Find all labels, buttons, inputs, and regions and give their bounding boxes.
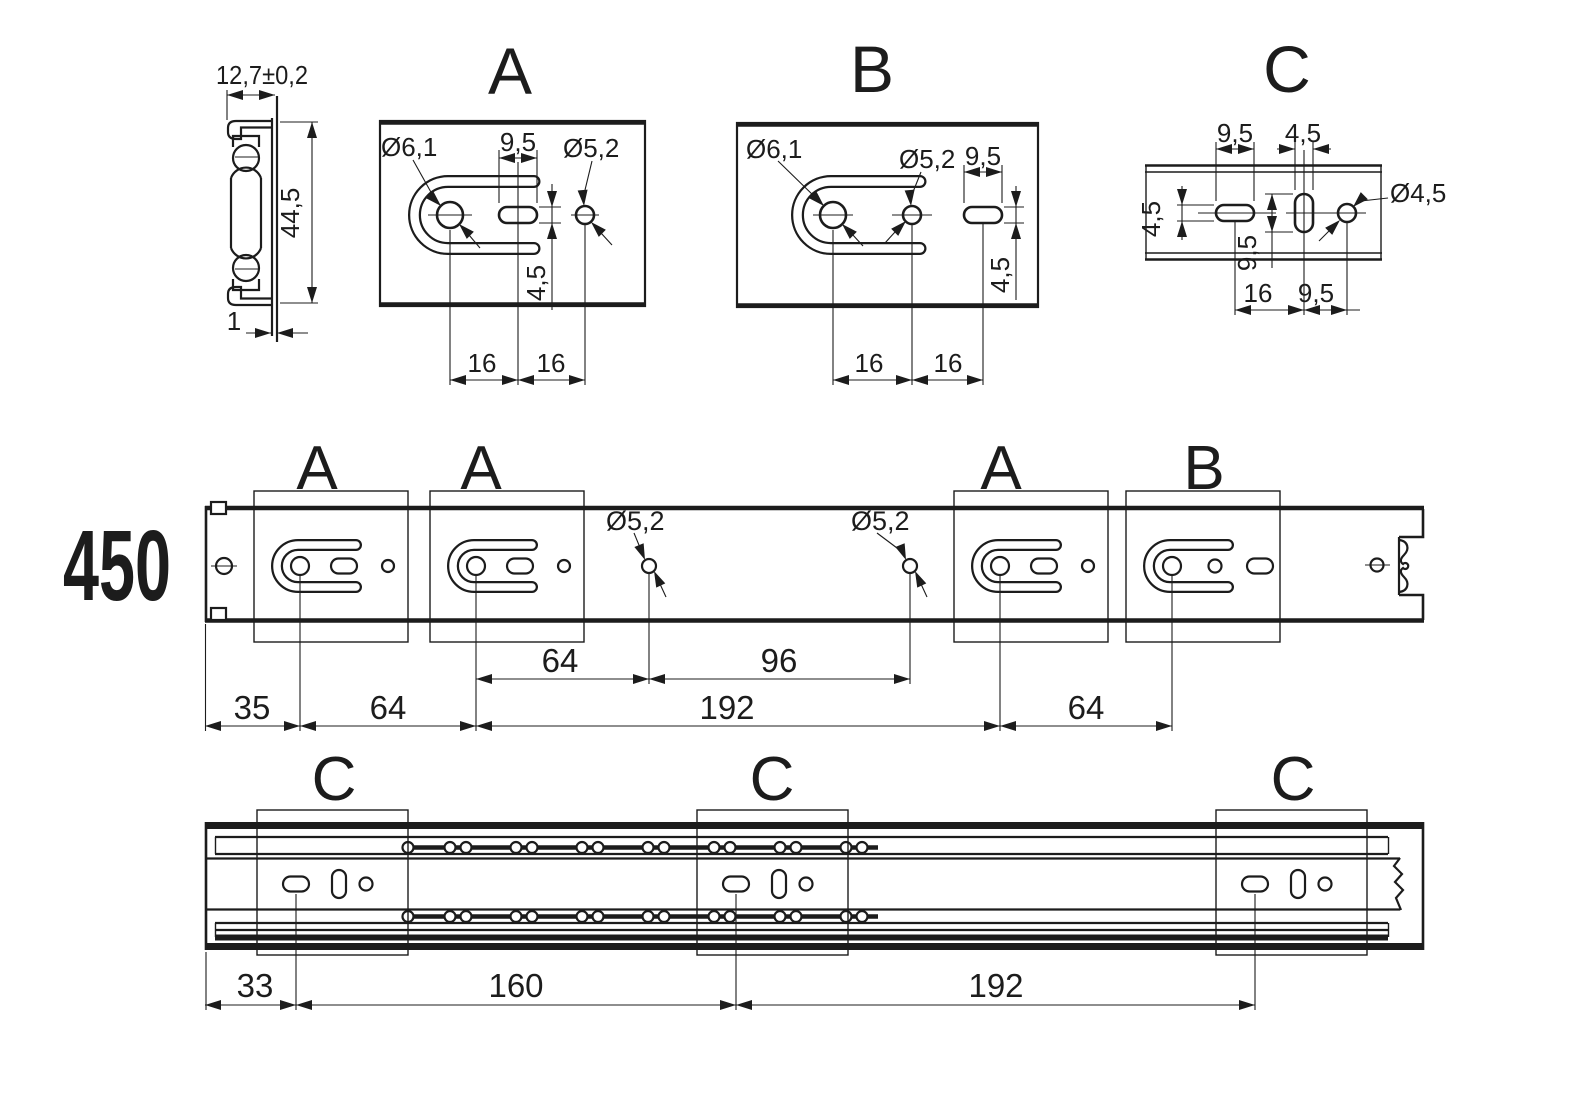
dim-a-pitch-1: 16 (467, 348, 497, 378)
rail-length-label: 450 (63, 510, 171, 622)
detail-view-b (737, 32, 1038, 385)
section-label-c2: C (749, 745, 795, 814)
dim-192: 192 (699, 689, 755, 726)
hole-5-2-free-1 (642, 559, 656, 573)
view-b-label: B (849, 32, 895, 106)
lower-ball-bearing (231, 248, 261, 290)
view-c-label: C (1263, 32, 1311, 106)
rail-section-a3 (977, 545, 1094, 587)
dim-b-pitch-1: 16 (854, 348, 884, 378)
detail-view-c (1136, 32, 1446, 315)
section-label-b: B (1183, 434, 1225, 503)
dim-33: 33 (236, 967, 274, 1004)
section-label-c1: C (311, 745, 357, 814)
dim-c-offset: 9,5 (1297, 278, 1335, 308)
rail-section-b (1149, 545, 1273, 587)
hole-5-2-free-2 (903, 559, 917, 573)
rail-side-view (63, 434, 1424, 731)
ball-bearing-chain-bottom (402, 911, 878, 922)
ball-bearing-chain-top (402, 842, 878, 853)
end-tab-top (211, 502, 226, 514)
end-tab-bottom (211, 608, 226, 620)
dim-a-slot-height: 4,5 (521, 264, 551, 302)
rail-section-a2 (453, 545, 570, 587)
dim-96: 96 (760, 642, 798, 679)
rail2-section-c1 (283, 870, 373, 898)
dim-b-pitch-2: 16 (933, 348, 963, 378)
break-line (1394, 858, 1403, 910)
dim-c-oval-width: 4,5 (1284, 118, 1322, 148)
dim-64-left: 64 (369, 689, 407, 726)
rail2-section-c2 (723, 870, 813, 898)
hole-label-2: Ø5,2 (851, 506, 910, 536)
dim-35: 35 (233, 689, 271, 726)
rail-assembled-view (205, 745, 1424, 1010)
slot-9-5 (964, 207, 1002, 223)
dim-c-hole: Ø4,5 (1390, 178, 1447, 208)
dim-section-thickness: 1 (226, 306, 242, 336)
section-label-c3: C (1270, 745, 1316, 814)
dim-a-hole-small: Ø5,2 (563, 133, 620, 163)
section-label-a3: A (980, 434, 1022, 503)
dim-a-pitch-2: 16 (536, 348, 566, 378)
dim-192: 192 (968, 967, 1024, 1004)
detail-view-a (380, 34, 645, 385)
view-a-label: A (487, 34, 533, 108)
cross-section-view (216, 60, 318, 342)
end-latch-clip (1399, 540, 1408, 592)
rail2-section-c3 (1242, 870, 1332, 898)
dim-b-hole-big: Ø6,1 (746, 134, 803, 164)
dim-b-hole-small: Ø5,2 (899, 144, 956, 174)
dim-c-pitch: 16 (1243, 278, 1273, 308)
dim-a-hole-big: Ø6,1 (381, 132, 438, 162)
section-label-a1: A (296, 434, 338, 503)
dim-64-right: 64 (1067, 689, 1105, 726)
hole-label-1: Ø5,2 (606, 506, 665, 536)
dim-section-width: 12,7±0,2 (216, 60, 308, 90)
dim-160: 160 (488, 967, 544, 1004)
dim-section-height: 44,5 (275, 187, 305, 239)
dim-64-top: 64 (541, 642, 579, 679)
upper-ball-bearing (231, 136, 261, 178)
dim-c-slot-height: 4,5 (1136, 200, 1166, 238)
rail-section-a1 (277, 545, 394, 587)
dim-c-slot-width: 9,5 (1216, 118, 1254, 148)
section-label-a2: A (460, 434, 502, 503)
dim-a-slot-width: 9,5 (499, 127, 537, 157)
dim-b-slot-height: 4,5 (985, 256, 1015, 294)
dim-c-oval-height: 9,5 (1232, 234, 1262, 272)
dim-b-slot-width: 9,5 (964, 141, 1002, 171)
